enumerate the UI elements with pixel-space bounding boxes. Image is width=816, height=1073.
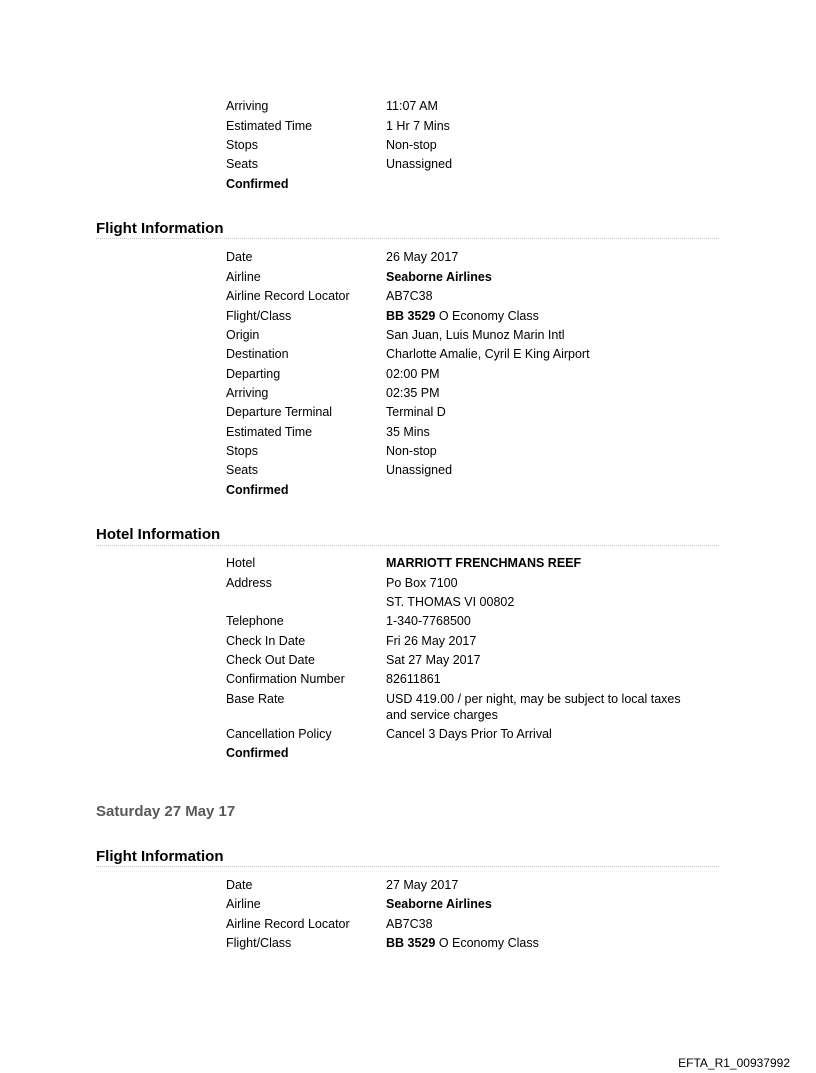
departure-terminal: Terminal D [386, 405, 446, 419]
check-out-date: Sat 27 May 2017 [386, 653, 481, 667]
record-locator: AB7C38 [386, 289, 433, 303]
base-rate: USD 419.00 / per night, may be subject to local taxes and service charges [386, 692, 681, 722]
field-value: 11:07 AM [386, 99, 438, 113]
field-value: Unassigned [386, 157, 453, 171]
confirmation-number: 82611861 [386, 672, 441, 686]
field-label: Cancellation Policy [226, 727, 332, 741]
flight-date: 26 May 2017 [386, 250, 459, 264]
estimated-time: 35 Mins [386, 425, 430, 439]
field-value: Non-stop [386, 138, 437, 152]
flight-number: BB 3529 [386, 309, 436, 323]
field-label: Date [226, 250, 253, 264]
field-label: Airline Record Locator [226, 917, 350, 931]
section-title-hotel: Hotel Information [96, 526, 221, 543]
field-label: Seats [226, 157, 258, 171]
status-confirmed: Confirmed [226, 177, 289, 191]
check-in-date: Fri 26 May 2017 [386, 634, 477, 648]
field-label: Estimated Time [226, 425, 313, 439]
field-label: Estimated Time [226, 119, 313, 133]
flight-class [386, 935, 539, 951]
destination: Charlotte Amalie, Cyril E King Airport [386, 347, 590, 361]
origin: San Juan, Luis Munoz Marin Intl [386, 328, 565, 342]
field-label: Address [226, 576, 272, 590]
airline-name: Seaborne Airlines [386, 897, 492, 911]
address-line-2: ST. THOMAS VI 00802 [386, 595, 515, 609]
field-label: Departure Terminal [226, 405, 333, 419]
seats: Unassigned [386, 463, 453, 477]
stops: Non-stop [386, 444, 437, 458]
status-confirmed: Confirmed [226, 483, 289, 497]
field-label: Base Rate [226, 692, 285, 706]
hotel-name: MARRIOTT FRENCHMANS REEF [386, 556, 582, 570]
cancellation-policy: Cancel 3 Days Prior To Arrival [386, 727, 552, 741]
flight-number: BB 3529 [386, 936, 436, 950]
status-confirmed: Confirmed [226, 746, 289, 760]
flight-class [386, 308, 539, 324]
section-divider [96, 866, 719, 867]
telephone: 1-340-7768500 [386, 614, 471, 628]
field-label: Confirmation Number [226, 672, 345, 686]
field-label: Check Out Date [226, 653, 315, 667]
document-id: EFTA_R1_00937992 [678, 1056, 790, 1070]
departing-time: 02:00 PM [386, 367, 440, 381]
section-divider [96, 545, 719, 546]
field-label: Stops [226, 138, 258, 152]
field-label: Check In Date [226, 634, 306, 648]
field-value: 1 Hr 7 Mins [386, 119, 450, 133]
field-label: Telephone [226, 614, 284, 628]
field-label: Airline [226, 270, 261, 284]
field-label: Arriving [226, 386, 269, 400]
field-label: Date [226, 878, 253, 892]
flight-date: 27 May 2017 [386, 878, 459, 892]
field-label: Hotel [226, 556, 256, 570]
day-heading: Saturday 27 May 17 [96, 803, 236, 820]
section-title-flight: Flight Information [96, 220, 224, 237]
cabin-class: O Economy Class [435, 936, 539, 950]
field-label: Flight/Class [226, 309, 292, 323]
record-locator: AB7C38 [386, 917, 433, 931]
field-label: Destination [226, 347, 289, 361]
address-line-1: Po Box 7100 [386, 576, 458, 590]
field-label: Stops [226, 444, 258, 458]
cabin-class: O Economy Class [435, 309, 539, 323]
section-title-flight: Flight Information [96, 848, 224, 865]
field-label: Airline Record Locator [226, 289, 350, 303]
arriving-time: 02:35 PM [386, 386, 440, 400]
field-label: Seats [226, 463, 258, 477]
field-label: Departing [226, 367, 281, 381]
section-divider [96, 238, 719, 239]
airline-name: Seaborne Airlines [386, 270, 492, 284]
field-label: Airline [226, 897, 261, 911]
field-label: Arriving [226, 99, 269, 113]
field-label: Flight/Class [226, 936, 292, 950]
field-label: Origin [226, 328, 260, 342]
